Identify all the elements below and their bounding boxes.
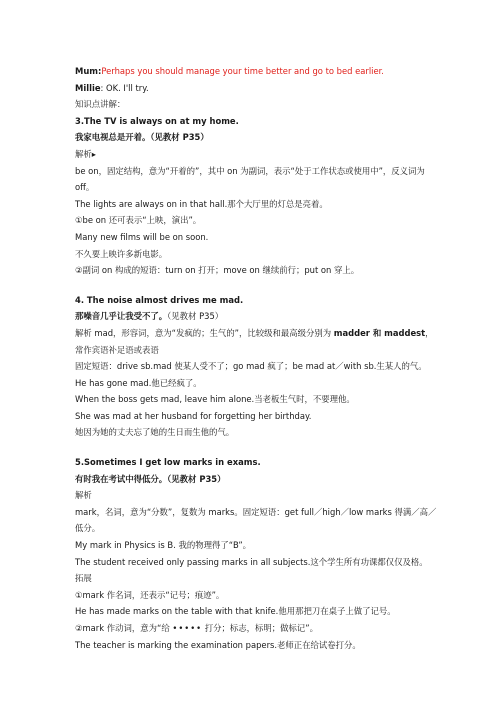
s5-ex1: My mark in Physics is B. 我的物理得了“B”。 [75, 540, 252, 551]
speaker-millie: Millie [75, 82, 101, 93]
s4-cn-title [75, 308, 440, 325]
s3-n1: ①be on 还可表示“上映，演出”。 [75, 215, 202, 226]
s5-cn-title: 有时我在考试中得低分。（见教材 P35） [75, 473, 226, 484]
s3-title: 3.The TV is always on at my home. [75, 115, 239, 126]
s3-cn-ref: （见教材 P35） [150, 132, 209, 143]
s4-p1-b: madder 和 maddest [333, 327, 426, 338]
s4-p1-c: ，常作宾语补足语或表语 [75, 327, 434, 355]
s5-n2-b: 打分；标志，标明；做标记”。 [202, 623, 318, 633]
s5-n2 [75, 620, 440, 637]
s3-analysis: 解析▸ [75, 148, 96, 159]
s5-title: 5.Sometimes I get low marks in exams. [75, 457, 261, 468]
explain-header: 知识点讲解： [75, 99, 126, 110]
s4-phrases: 固定短语：drive sb.mad 使某人受不了；go mad 疯了；be mad at／with sb.生某人的气。 [75, 361, 427, 372]
s4-ex3: She was mad at her husband for forgetting her birthday. [75, 410, 312, 421]
s5-n2-a: ②mark 作动词，意为“给 [75, 623, 173, 633]
millie-line: : OK. I'll try. [100, 82, 149, 93]
s5-n2-dots: ••••• [172, 623, 203, 633]
section-gap [75, 441, 440, 454]
s3-ex1: The lights are always on in that hall.那个大厅里的灯总是亮着。 [75, 198, 328, 209]
s5-analysis: 解析 [75, 490, 92, 501]
s3-n2: ②副词 on 构成的短语：turn on 打开；move on 继续前行；put on 穿上。 [75, 265, 360, 276]
s3-ex2-cn: 不久要上映许多新电影。 [75, 248, 168, 259]
s4-ex2: When the boss gets mad, leave him alone.当老板生气时，不要理他。 [75, 394, 355, 405]
s3-cn-title-text: 我家电视总是开着。 [75, 132, 151, 143]
mum-line: Perhaps you should manage your time better and go to bed earlier. [101, 66, 384, 76]
s4-p1-a: 解析 mad，形容词，意为“发疯的；生气的”，比较级和最高级分别为 [75, 327, 334, 338]
s3-cn-title [75, 129, 440, 146]
s4-title: 4. The noise almost drives me mad. [75, 294, 244, 305]
s4-cn-ref: （见教材 P35） [167, 311, 224, 322]
s4-ex1: He has gone mad.他已经疯了。 [75, 377, 202, 388]
speaker-mum: Mum: [75, 66, 102, 76]
s3-ex2: Many new films will be on soon. [75, 231, 209, 242]
s5-ex4: The teacher is marking the examination papers.老师正在给试卷打分。 [75, 639, 361, 650]
s5-extend: 拓展 [75, 573, 92, 584]
s4-p1 [75, 325, 440, 358]
s5-ex3: He has made marks on the table with that knife.他用那把刀在桌子上做了记号。 [75, 606, 396, 617]
s4-cn-title-text: 那噪音几乎让我受不了。 [75, 311, 168, 322]
s4-ex3-cn: 她因为她的丈夫忘了她的生日而生他的气。 [75, 427, 235, 438]
dialogue-millie [75, 80, 440, 97]
dialogue-mum [75, 63, 440, 80]
s5-p1: mark，名词，意为“分数”，复数为 marks。固定短语：get full／high／low marks 得满／高／低分。 [75, 506, 437, 534]
s5-ex2: The student received only passing marks in all subjects.这个学生所有功课都仅仅及格。 [75, 556, 428, 567]
s3-p1: be on，固定结构，意为“开着的”，其中 on 为副词，表示“处于工作状态或使用中”，反义词为 off。 [75, 165, 425, 193]
section-gap [75, 279, 440, 292]
s5-n1: ①mark 作名词，还表示“记号；痕迹”。 [75, 589, 225, 600]
